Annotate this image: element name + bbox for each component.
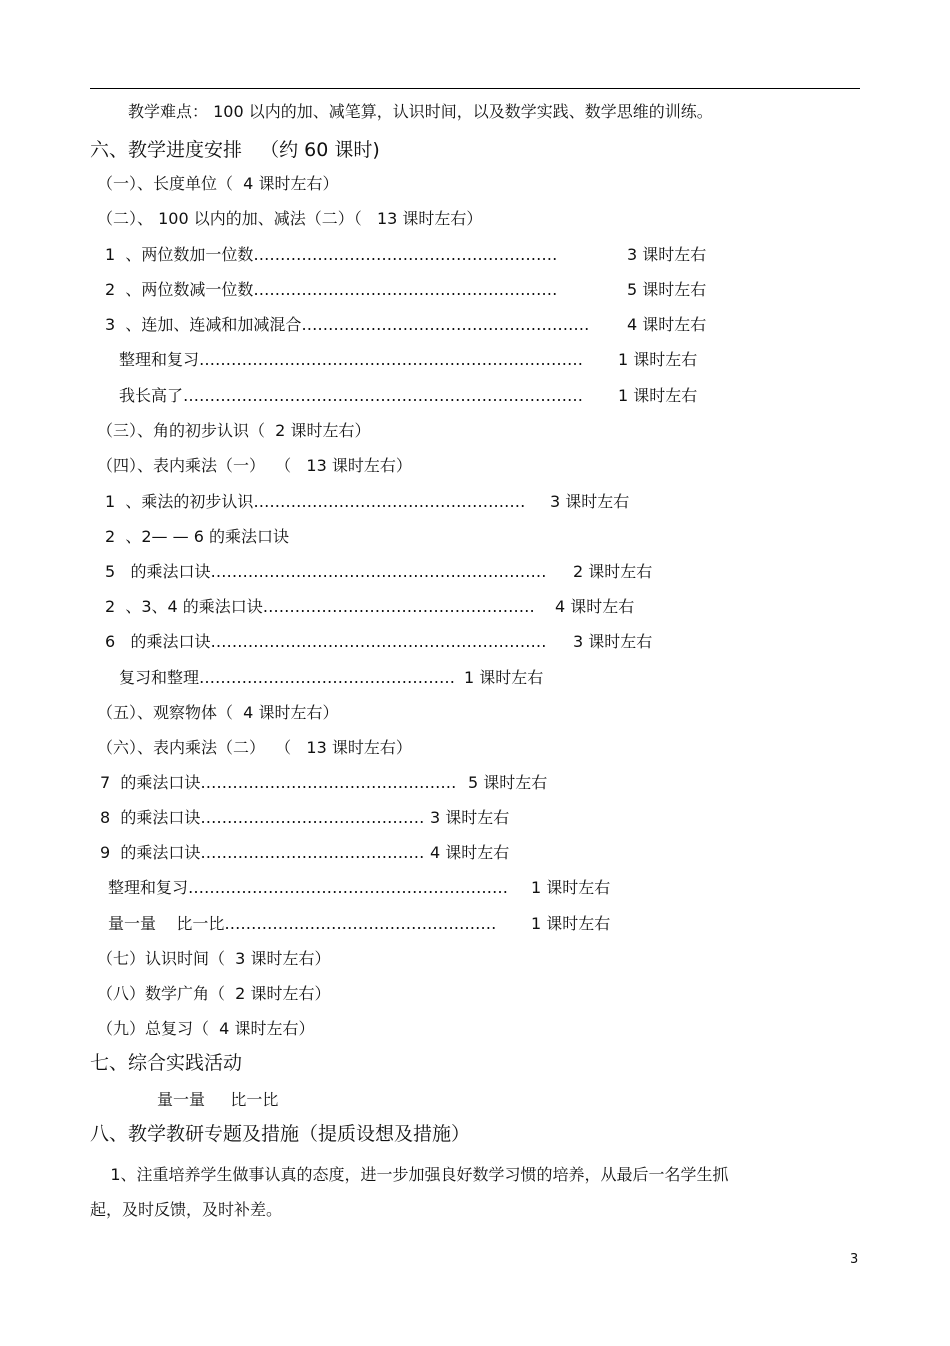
header-rule — [90, 88, 860, 89]
lesson-row-text: 量一量 比一比…………………………………………… — [108, 914, 497, 933]
lesson-row-text: 2 、3、4 的乘法口诀…………………………………………… — [105, 597, 535, 616]
lesson-row-hours: 4 课时左右 — [555, 597, 635, 616]
unit-5-observing: （五）、观察物体（ 4 课时左右） — [97, 703, 339, 722]
lesson-row-text: 1 、乘法的初步认识…………………………………………… — [105, 492, 526, 511]
lesson-row-hours: 1 课时左右 — [618, 386, 698, 405]
unit-6-multiplication-2: （六）、表内乘法（二） （ 13 课时左右） — [97, 738, 412, 757]
lesson-row-text: 5 的乘法口诀……………………………………………………… — [105, 562, 547, 581]
lesson-row-text: 7 的乘法口诀………………………………………… — [100, 773, 457, 792]
unit-3-angles: （三）、角的初步认识（ 2 课时左右） — [97, 421, 371, 440]
lesson-row-text: 9 的乘法口诀…………………………………… — [100, 843, 425, 862]
lesson-row-hours: 5 课时左右 — [468, 773, 548, 792]
lesson-row-text: 3 、连加、连减和加减混合……………………………………………… — [105, 315, 590, 334]
lesson-row-text: 我长高了………………………………………………………………… — [119, 386, 584, 405]
page-number: 3 — [850, 1252, 859, 1267]
lesson-row-hours: 3 课时左右 — [627, 245, 707, 264]
lesson-row-text: 复习和整理………………………………………… — [119, 668, 456, 687]
unit-1-length: （一）、长度单位（ 4 课时左右） — [97, 174, 339, 193]
section-8-heading: 八、教学教研专题及措施（提质设想及措施） — [90, 1123, 471, 1145]
lesson-row-hours: 1 课时左右 — [531, 914, 611, 933]
lesson-row-hours: 1 课时左右 — [464, 668, 544, 687]
lesson-row-text: 整理和复习……………………………………………………………… — [119, 350, 584, 369]
lesson-row-hours: 5 课时左右 — [627, 280, 707, 299]
unit-8-math-wide-angle: （八）数学广角（ 2 课时左右） — [97, 984, 331, 1003]
lesson-row-text: 整理和复习…………………………………………………… — [108, 878, 509, 897]
unit-4-multiplication-1: （四）、表内乘法（一） （ 13 课时左右） — [97, 456, 412, 475]
measures-paragraph — [90, 1157, 825, 1227]
unit-9-review: （九）总复习（ 4 课时左右） — [97, 1019, 315, 1038]
lesson-row-text: 2 、两位数减一位数………………………………………………… — [105, 280, 558, 299]
lesson-row-text: 2 、2— — 6 的乘法口诀 — [105, 527, 289, 546]
lesson-row-text: 1 、两位数加一位数………………………………………………… — [105, 245, 558, 264]
measures-line: 起，及时反馈，及时补差。 — [90, 1200, 283, 1219]
lesson-row-hours: 3 课时左右 — [573, 632, 653, 651]
lesson-row-hours: 1 课时左右 — [618, 350, 698, 369]
section-6-heading: 六、教学进度安排 （约 60 课时) — [90, 139, 380, 161]
lesson-row-hours: 2 课时左右 — [573, 562, 653, 581]
difficulty-text: 教学难点： 100 以内的加、减笔算，认识时间，以及数学实践、数学思维的训练。 — [128, 102, 713, 121]
unit-2-addsub: （二）、 100 以内的加、减法（二）（ 13 课时左右） — [97, 209, 483, 228]
lesson-row-hours: 3 课时左右 — [550, 492, 630, 511]
measures-line: 1、注重培养学生做事认真的态度，进一步加强良好数学习惯的培养，从最后一名学生抓 — [90, 1165, 729, 1184]
unit-7-time: （七）认识时间（ 3 课时左右） — [97, 949, 331, 968]
lesson-row-text: 8 的乘法口诀…………………………………… — [100, 808, 425, 827]
lesson-row-hours: 4 课时左右 — [627, 315, 707, 334]
lesson-row-text: 6 的乘法口诀……………………………………………………… — [105, 632, 547, 651]
lesson-row-hours: 3 课时左右 — [430, 808, 510, 827]
section-7-heading: 七、综合实践活动 — [90, 1052, 243, 1074]
lesson-row-hours: 4 课时左右 — [430, 843, 510, 862]
lesson-row-hours: 1 课时左右 — [531, 878, 611, 897]
practice-activity-item: 量一量 比一比 — [157, 1090, 279, 1109]
